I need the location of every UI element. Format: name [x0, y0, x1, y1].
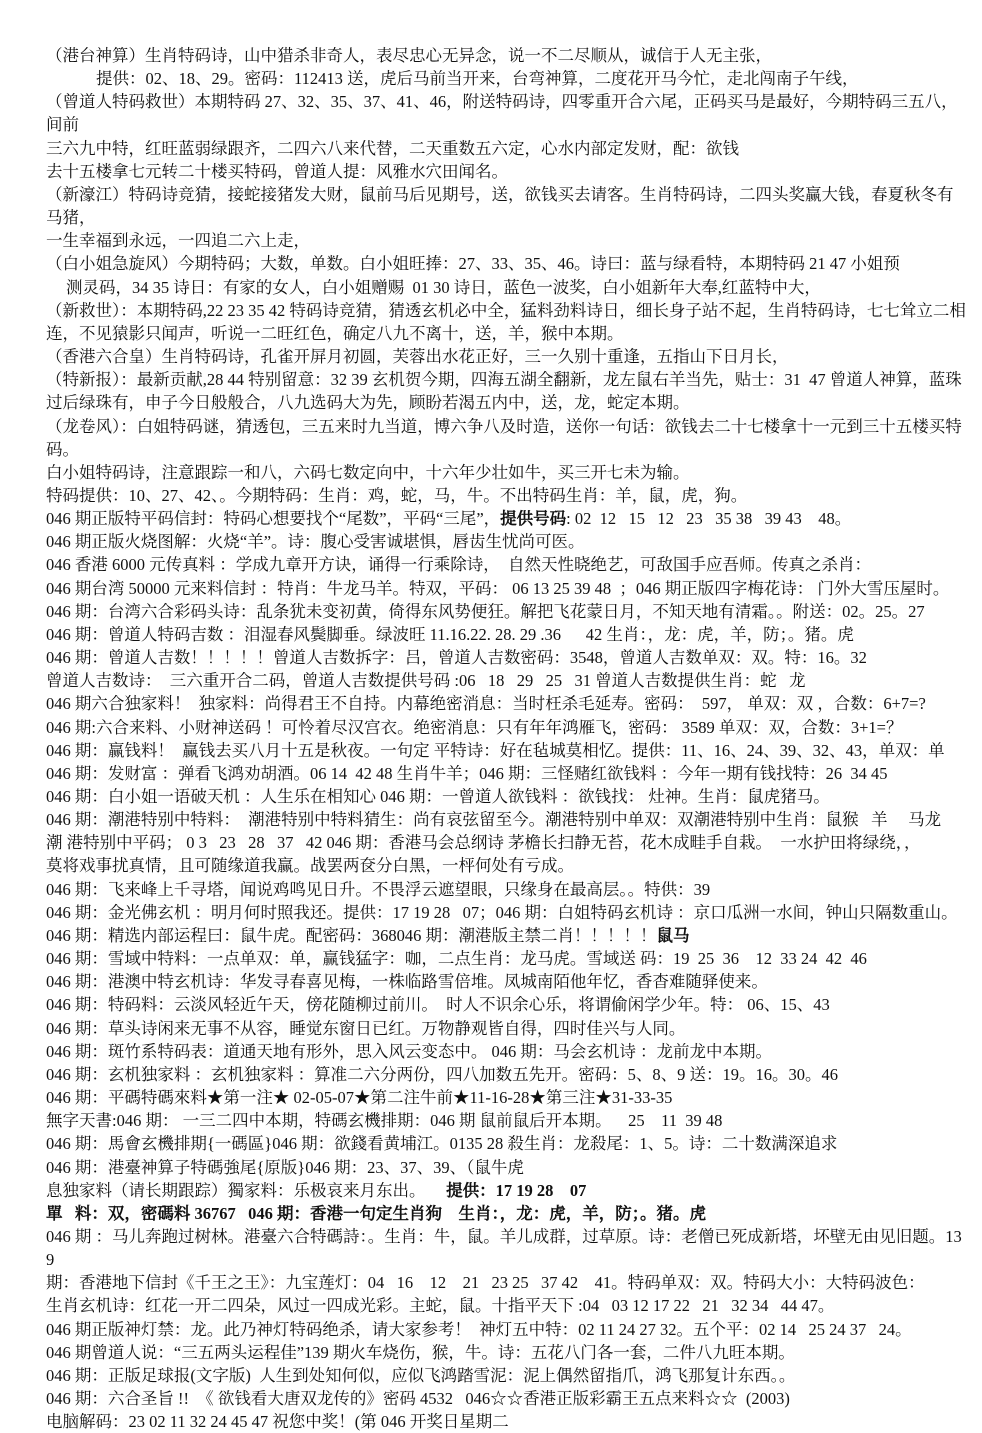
text-segment: 息独家料（请长期跟踪）獨家料：乐极哀来月东出。 [46, 1180, 447, 1200]
text-segment: 莫将戏事扰真情，且可随缘道我赢。战罢两奁分白黑，一枰何处有亏成。 [46, 856, 574, 876]
text-line [46, 67, 968, 90]
text-segment: 046 期：精选内部运程曰：鼠牛虎。配密码：368046 期：潮港版主禁二肖！！！！！ [46, 925, 657, 945]
text-line [46, 276, 968, 299]
text-segment: 连，不见猿影只闻声，听说一二旺红色，确定八九不离十，送，羊，猴中本期。 [46, 323, 624, 343]
text-segment: 046 期：雪域中特料：一点单双：单，赢钱猛字：咖，二点生肖：龙马虎。雪域送 码：19 25 36 12 33 24 42 46 [46, 949, 867, 969]
text-segment: 生肖玄机诗：红花一开二四朵，风过一四成光彩。主蛇，鼠。十指平天下 :04 03 12 17 22 21 32 34 44 47。 [46, 1296, 835, 1316]
text-line [46, 1294, 968, 1317]
text-line [46, 692, 968, 715]
text-segment: 046 期：潮港特别中特料： 潮港特别中特料猜生：尚有哀弦留至今。潮港特别中单双：双潮港特别中生肖：鼠猴 羊 马龙 [46, 810, 942, 830]
text-segment: （曾道人特码救世）本期特码 27、32、35、37、41、46，附送特码诗，四零重开合六尾，正码买马是最好，今期特码三五八，间前 [46, 92, 958, 135]
text-line [46, 716, 968, 739]
text-segment: 过后绿珠有，申子今日般般合，八九选码大为先，顾盼若渴五内中，送，龙，蛇定本期。 [46, 393, 690, 413]
text-line [46, 1132, 968, 1155]
text-line [46, 1364, 968, 1387]
text-segment: 046 期：港臺神算子特碼強尾{原版}046 期：23、37、39、（鼠牛虎 [46, 1157, 524, 1177]
text-line [46, 831, 968, 854]
text-segment: 046 期：赢钱料！ 赢钱去买八月十五是秋夜。一句定 平特诗：好在毡城莫相忆。提供：11、16、24、39、32、43，单双：单 [46, 740, 945, 760]
text-segment: 提供：02、18、29。密码：112413 送，虎后马前当开来，台弯神算，二度花开马今忙，走北闯南子午线， [96, 69, 859, 89]
text-segment: 测灵码，34 35 诗日：有家的女人，白小姐赠赐 01 30 诗日，蓝色一波奖，白小姐新年大奉,红蓝特中大， [66, 277, 821, 297]
text-line [46, 924, 968, 947]
text-segment: 046 期：曾道人特码吉数 ：泪湿春风鬓脚垂。绿波旺 11.16.22. 28. 29 .36 42 生肖：，龙：虎，羊，防；。猪。虎 [46, 624, 854, 644]
text-segment: 特码提供：10、27、42、。今期特码：生肖：鸡，蛇，马，牛。不出特码生肖：羊，鼠，虎，狗。 [46, 485, 748, 505]
text-segment: 曾道人吉数诗： 三六重开合二码，曾道人吉数提供号码 :06 18 29 25 31 曾道人吉数提供生肖：蛇 龙 [46, 671, 806, 691]
text-segment: 046 期：港澳中特玄机诗：华发寻春喜见梅，一株临路雪倍堆。凤城南陌他年忆，香杳难随驿使来。 [46, 972, 768, 992]
text-segment: 三六九中特，红旺蓝弱绿跟齐，二四六八来代替，二天重数五六定，心水内部定发财，配：欲钱 [46, 138, 739, 158]
text-line [46, 1202, 968, 1225]
text-segment: 鼠马 [656, 925, 690, 945]
text-line [46, 484, 968, 507]
text-segment: 046 期正版火烧图解：火烧“羊”。诗：腹心受害诚堪惧，唇齿生忧尚可医。 [46, 532, 585, 552]
text-line [46, 299, 968, 322]
text-line [46, 854, 968, 877]
text-segment: 046 期：特码料：云淡风轻近午天，傍花随柳过前川。 时人不识余心乐，将谓偷闲学少年。特： 06、15、43 [46, 995, 830, 1015]
text-segment: 046 期台湾 50000 元来料信封 ：特肖：牛龙马羊。特双，平码： 06 13 25 39 48 ；046 期正版四字梅花诗： 门外大雪压屋时。 [46, 578, 950, 598]
text-line [46, 507, 968, 530]
text-segment: 046 期：飞来峰上千寻塔，闻说鸡鸣见日升。不畏浮云遮望眼，只缘身在最高层。。特供：39 [46, 879, 711, 899]
text-segment: 046 期六合独家料！ 独家料：尚得君王不自持。内幕绝密消息：当时枉杀毛延寿。密码： 597， 单双：双 ，合数：6+7=? [46, 694, 926, 714]
text-segment: 046 期 ：马儿奔跑过树林。港臺六合特碼詩：。生肖：牛，鼠。羊儿成群，过草原。诗：老僧已死成新塔，坏壁无由见旧题。139 [46, 1226, 962, 1270]
text-segment: 去十五楼拿七元转二十楼买特码，曾道人提：风雅水穴田闻名。 [46, 161, 508, 181]
text-line [46, 252, 968, 275]
text-line [46, 137, 968, 160]
text-line [46, 785, 968, 808]
text-line [46, 1271, 968, 1294]
text-line [46, 1086, 968, 1109]
text-segment: 提供号码 [500, 509, 567, 529]
text-segment: 046 期：馬會玄機排期{一碼區}046 期：欲錢看黄埔江。0135 28 殺生肖：龙殺尾：1、5。诗：二十数满深追求 [46, 1134, 838, 1154]
text-segment: 白小姐特码诗，注意跟踪一和八，六码七数定向中，十六年少壮如牛，买三开七未为输。 [46, 462, 690, 482]
text-segment: （香港六合皇）生肖特码诗，孔雀开屏月初圆，芙蓉出水花正好，三一久别十重逢，五指山下日月长， [46, 347, 789, 367]
text-line [46, 461, 968, 484]
text-segment: 046 期：白小姐一语破天机 ：人生乐在相知心 046 期：一曾道人欲钱料 ：欲钱找： 灶神。生肖：鼠虎猪马。 [46, 787, 830, 806]
text-segment: 046 期：金光佛玄机 ：明月何时照我还。提供：17 19 28 07；046 期：白姐特码玄机诗 ：京口瓜洲一水间，钟山只隔数重山。 [46, 902, 958, 922]
text-segment: 电脑解码：23 02 11 32 24 45 47 祝您中奖！(第 046 开奖日星期二 [46, 1412, 509, 1432]
text-segment: 046 期：曾道人吉数！！！！！曾道人吉数拆字：吕，曾道人吉数密码：3548，曾道人吉数单双：双。特：16。32 [46, 648, 867, 668]
text-line [46, 1109, 968, 1132]
text-segment: 046 期:六合来料、小财神送码 ！可怜着尽汉宫衣。绝密消息：只有年年鸿雁飞，密码： 3589 单双：双，合数：3+1=？ [46, 717, 903, 737]
text-segment: （新救世）：本期特码,22 23 35 42 特码诗竞猜，猜透玄机必中全，猛料劲料诗日，细长身子站不起，生肖特码诗，七七耸立二相 [46, 300, 966, 320]
text-line [46, 901, 968, 924]
text-segment: 046 期：发财富 ：弹看飞鸿劝胡酒。06 14 42 48 生肖牛羊；046 期：三怪赌红欲钱料 ：今年一期有钱找特：26 34 45 [46, 763, 888, 783]
text-segment: 046 期正版神灯禁：龙。此乃神灯特码绝杀，请大家参考！ 神灯五中特：02 11 24 27 32。五个平：02 14 25 24 37 24。 [46, 1319, 912, 1339]
text-line [46, 1410, 968, 1433]
text-line [46, 322, 968, 345]
text-line [46, 970, 968, 993]
text-line [46, 878, 968, 901]
text-line [46, 808, 968, 831]
text-segment: 一生幸福到永远，一四追二六上走， [46, 231, 310, 251]
text-line [46, 368, 968, 391]
text-segment: （特新报）：最新贡献,28 44 特别留意：32 39 玄机贺今期，四海五湖全翻新，龙左鼠右羊当先，贴士：31 47 曾道人神算，蓝珠 [46, 370, 962, 390]
text-line [46, 600, 968, 623]
text-line [46, 530, 968, 553]
text-line [46, 1017, 968, 1040]
text-line [46, 1040, 968, 1063]
text-segment: 潮 港特别中平码； 0 3 23 28 37 42 046 期：香港马会总纲诗 茅檐长扫静无苔，花木成畦手自栽。 一水护田将绿绕，， [46, 833, 921, 853]
text-line [46, 739, 968, 762]
text-line [46, 1318, 968, 1341]
text-line [46, 160, 968, 183]
text-line [46, 577, 968, 600]
text-line [46, 183, 968, 229]
text-line [46, 229, 968, 252]
text-line [46, 1225, 968, 1271]
text-segment: 期：香港地下信封《千王之王》：九宝莲灯：04 16 12 21 23 25 37 42 41。特码单双：双。特码大小：大特码波色： [46, 1273, 925, 1293]
text-segment: 046 期：平碼特碼來料★第一注★ 02-05-07★第二注牛前★11-16-28★第三注★31-33-35 [46, 1088, 673, 1108]
text-segment: 046 期：六合圣旨 !! 《 欲钱看大唐双龙传的》密码 4532 046☆☆香港正版彩霸王五点来料☆☆ (2003) [46, 1389, 790, 1409]
text-segment: （白小姐急旋风）今期特码；大数，单数。白小姐旺捧：27、33、35、46。诗曰：蓝与绿看特，本期特码 21 47 小姐预 [46, 254, 900, 274]
text-segment: 046 期：玄机独家料 ：玄机独家料 ：算准二六分两份，四八加数五先开。密码：5、8、9 送：19。16。30。46 [46, 1064, 838, 1084]
text-line [46, 947, 968, 970]
text-segment: : 02 12 15 12 23 35 38 39 43 48。 [566, 509, 852, 529]
text-line [46, 345, 968, 368]
text-line [46, 415, 968, 461]
text-line [46, 1179, 968, 1202]
text-segment: 046 期：斑竹系特码表：道通天地有形外，思入风云变态中。 046 期：马会玄机诗 ：龙前龙中本期。 [46, 1041, 772, 1061]
text-segment: 046 期正版特平码信封：特码心想要找个“尾数”，平码“三尾”， [46, 509, 501, 529]
text-segment: 046 期：台湾六合彩码头诗：乱条犹未变初黄，倚得东风势便狂。解把飞花蒙日月，不知天地有清霜。。附送：02。25。27 [46, 601, 925, 621]
text-segment: 無字天書:046 期： 一三二四中本期，特碼玄機排期：046 期 鼠前鼠后开本期。 25 11 39 48 [46, 1111, 723, 1131]
text-line [46, 44, 968, 67]
text-segment: 046 期：草头诗闲来无事不从容，睡觉东窗日已红。万物静观皆自得，四时佳兴与人同。 [46, 1018, 686, 1038]
text-line [46, 646, 968, 669]
text-line [46, 90, 968, 136]
text-line [46, 553, 968, 576]
text-segment: 046 期：正版足球报(文字版) 人生到处知何似，应似飞鸿踏雪泥：泥上偶然留指爪，鸿飞那复计东西。。 [46, 1365, 796, 1385]
text-segment: （龙卷风）：白姐特码谜，猜透包，三五来时九当道，博六争八及时造，送你一句话：欲钱去二十七楼拿十一元到三十五楼买特码。 [46, 416, 962, 459]
text-line [46, 669, 968, 692]
text-segment: 單 料：双，密碼料 36767 046 期：香港一句定生肖狗 生肖：，龙：虎，羊，防；。猪。虎 [46, 1203, 706, 1223]
text-line [46, 762, 968, 785]
text-segment: 046 期曾道人说：“三五两头运程佳”139 期火车烧伤，猴，牛。诗：五花八门各一套，二件八九旺本期。 [46, 1342, 795, 1362]
text-line [46, 391, 968, 414]
text-segment: 046 香港 6000 元传真料 ：学成九章开方诀，诵得一行乘除诗， 自然天性晓绝艺，可敌国手应吾师。传真之杀肖： [46, 555, 871, 575]
text-line [46, 1341, 968, 1364]
text-line [46, 623, 968, 646]
text-line [46, 1156, 968, 1179]
text-line [46, 1063, 968, 1086]
text-segment: （新濠江）特码诗竞猜，接蛇接猪发大财，鼠前马后见期号，送，欲钱买去请客。生肖特码诗，二四头奖赢大钱，春夏秋冬有马猪， [46, 184, 954, 228]
text-segment: 提供：17 19 28 07 [446, 1180, 587, 1200]
text-segment: （港台神算）生肖特码诗，山中猎杀非奇人，表尽忠心无异念，说一不二尽顺从，诚信于人无主张， [46, 46, 772, 65]
text-line [46, 993, 968, 1016]
